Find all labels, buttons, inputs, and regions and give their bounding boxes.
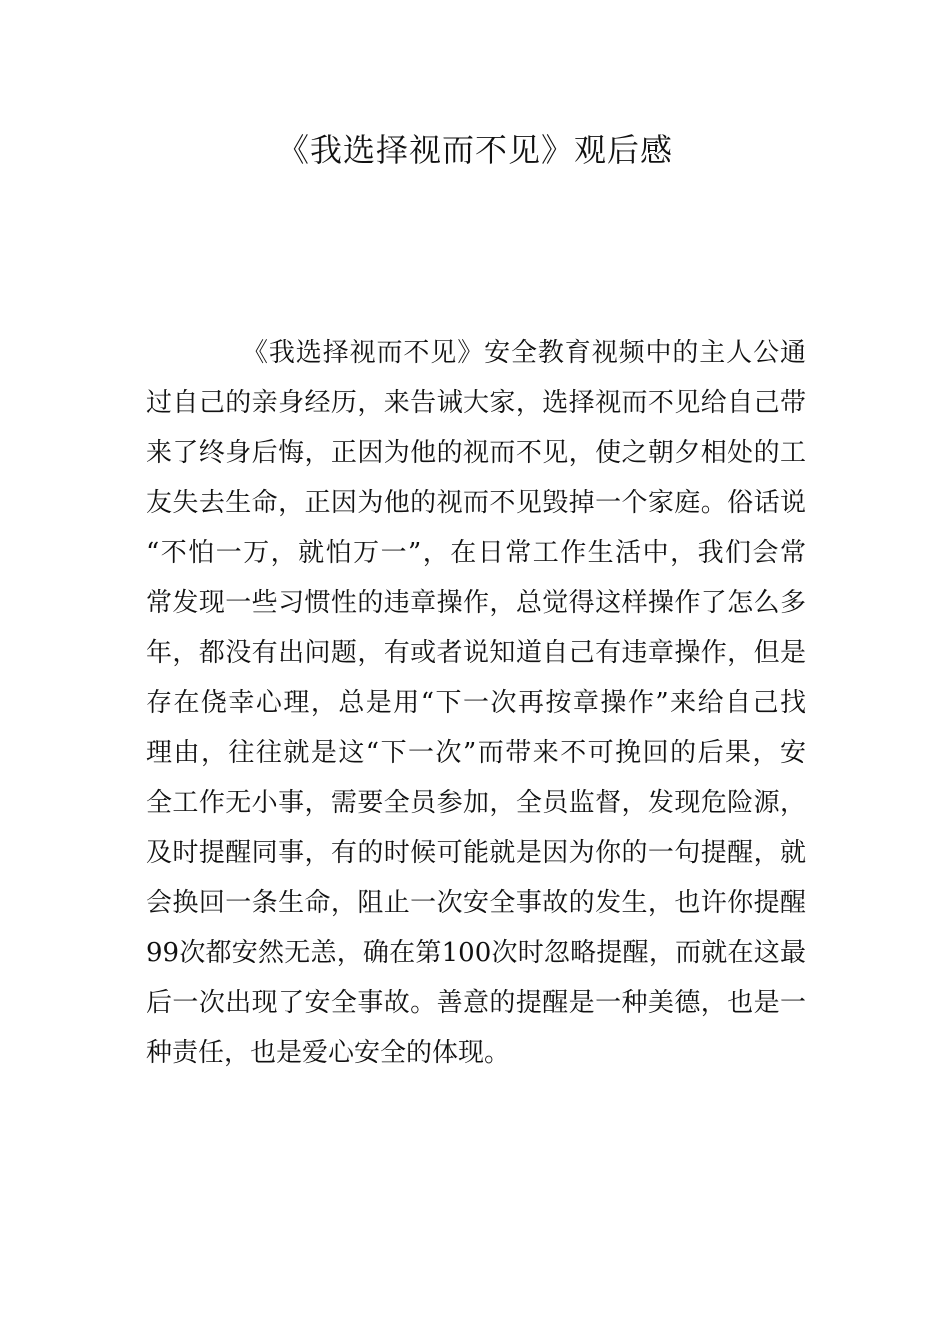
paragraph-line: 《我选择视而不见》安全教育视频中的主人公通 — [242, 338, 806, 368]
paragraph-line: 会换回一条生命，阻止一次安全事故的发生，也许你提醒 — [146, 888, 806, 918]
paragraph-line: 友失去生命，正因为他的视而不见毁掉一个家庭。俗话说 — [146, 488, 806, 518]
paragraph-line: 存在侥幸心理，总是用“下一次再按章操作”来给自己找 — [146, 688, 806, 718]
paragraph-line: 来了终身后悔，正因为他的视而不见，使之朝夕相处的工 — [146, 438, 806, 468]
document-title: 《我选择视而不见》观后感 — [276, 131, 673, 169]
paragraph-line: 全工作无小事，需要全员参加，全员监督，发现危险源， — [146, 788, 806, 818]
paragraph-line: 99次都安然无恙，确在第100次时忽略提醒，而就在这最 — [146, 938, 806, 968]
paragraph-line: “不怕一万，就怕万一”，在日常工作生活中，我们会常 — [146, 538, 806, 568]
paragraph-line: 理由，往往就是这“下一次”而带来不可挽回的后果，安 — [146, 738, 806, 768]
paragraph-line: 过自己的亲身经历，来告诫大家，选择视而不见给自己带 — [146, 388, 806, 418]
paragraph-line: 种责任，也是爱心安全的体现。 — [146, 1038, 511, 1068]
paragraph-line: 及时提醒同事，有的时候可能就是因为你的一句提醒，就 — [146, 838, 806, 868]
document-body — [146, 328, 806, 1078]
paragraph-line: 后一次出现了安全事故。善意的提醒是一种美德，也是一 — [146, 988, 806, 1018]
paragraph-line: 年，都没有出问题，有或者说知道自己有违章操作，但是 — [146, 638, 806, 668]
paragraph-line: 常发现一些习惯性的违章操作，总觉得这样操作了怎么多 — [146, 588, 806, 618]
